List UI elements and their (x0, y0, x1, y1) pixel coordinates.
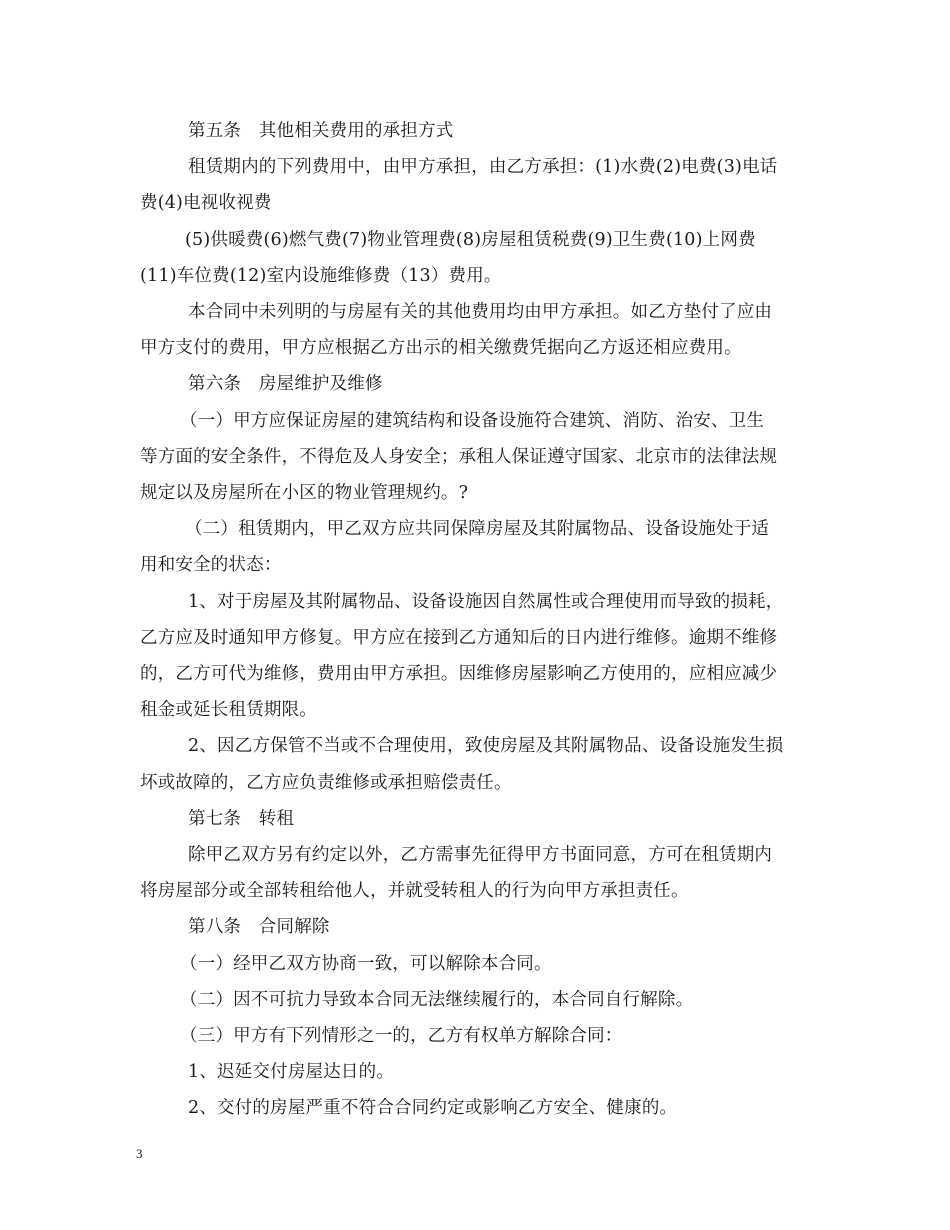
text-line: 将房屋部分或全部转租给他人，并就受转租人的行为向甲方承担责任。 (140, 881, 689, 902)
text-line: （一）甲方应保证房屋的建筑结构和设备设施符合建筑、消防、治安、卫生 (180, 410, 765, 431)
text-line: 1、迟延交付房屋达日的。 (188, 1062, 395, 1083)
text-line: （三）甲方有下列情形之一的，乙方有权单方解除合同： (180, 1026, 623, 1047)
text-line: 2、因乙方保管不当或不合理使用，致使房屋及其附属物品、设备设施发生损 (188, 736, 784, 757)
text-line: （一）经甲乙双方协商一致，可以解除本合同。 (180, 953, 552, 974)
text-line: （二）因不可抗力导致本合同无法继续履行的，本合同自行解除。 (180, 989, 694, 1010)
text-line: 除甲乙双方另有约定以外，乙方需事先征得甲方书面同意，方可在租赁期内 (188, 845, 773, 866)
document-body (140, 113, 812, 1127)
body-text (140, 113, 812, 1127)
text-line: （二）租赁期内，甲乙双方应共同保障房屋及其附属物品、设备设施处于适 (185, 519, 770, 540)
text-line: 等方面的安全条件，不得危及人身安全；承租人保证遵守国家、北京市的法律法规 (140, 446, 778, 467)
text-line: 甲方支付的费用，甲方应根据乙方出示的相关缴费凭据向乙方返还相应费用。 (140, 338, 742, 359)
text-line: 的，乙方可代为维修，费用由甲方承担。因维修房屋影响乙方使用的，应相应减少 (140, 664, 778, 685)
text-line: 第五条 其他相关费用的承担方式 (188, 121, 454, 141)
text-line: 规定以及房屋所在小区的物业管理规约。? (140, 483, 469, 504)
text-line: 租赁期内的下列费用中，由甲方承担，由乙方承担：(1)水费(2)电费(3)电话 (188, 157, 778, 178)
text-line: 本合同中未列明的与房屋有关的其他费用均由甲方承担。如乙方垫付了应由 (188, 302, 773, 323)
section-heading: 第六条 房屋维护及维修 (188, 374, 383, 395)
page-number: 3 (136, 1146, 143, 1161)
text-line: 坏或故障的，乙方应负责维修或承担赔偿责任。 (140, 772, 512, 793)
text-line: (11)车位费(12)室内设施维修费（13）费用。 (140, 265, 502, 286)
text-line: 1、对于房屋及其附属物品、设备设施因自然属性或合理使用而导致的损耗， (188, 591, 784, 612)
text-line: 乙方应及时通知甲方修复。甲方应在接到乙方通知后的日内进行维修。逾期不维修 (140, 627, 778, 648)
text-line: 用和安全的状态： (140, 555, 282, 576)
section-heading: 第七条 转租 (188, 808, 295, 829)
text-line: 2、交付的房屋严重不符合合同约定或影响乙方安全、健康的。 (188, 1098, 678, 1119)
text-line: 租金或延长租赁期限。 (140, 700, 317, 721)
text-line: (5)供暖费(6)燃气费(7)物业管理费(8)房屋租赁税费(9)卫生费(10)上网费 (185, 229, 756, 250)
text-line: 费(4)电视收视费 (140, 193, 272, 214)
section-heading: 第八条 合同解除 (188, 917, 330, 938)
